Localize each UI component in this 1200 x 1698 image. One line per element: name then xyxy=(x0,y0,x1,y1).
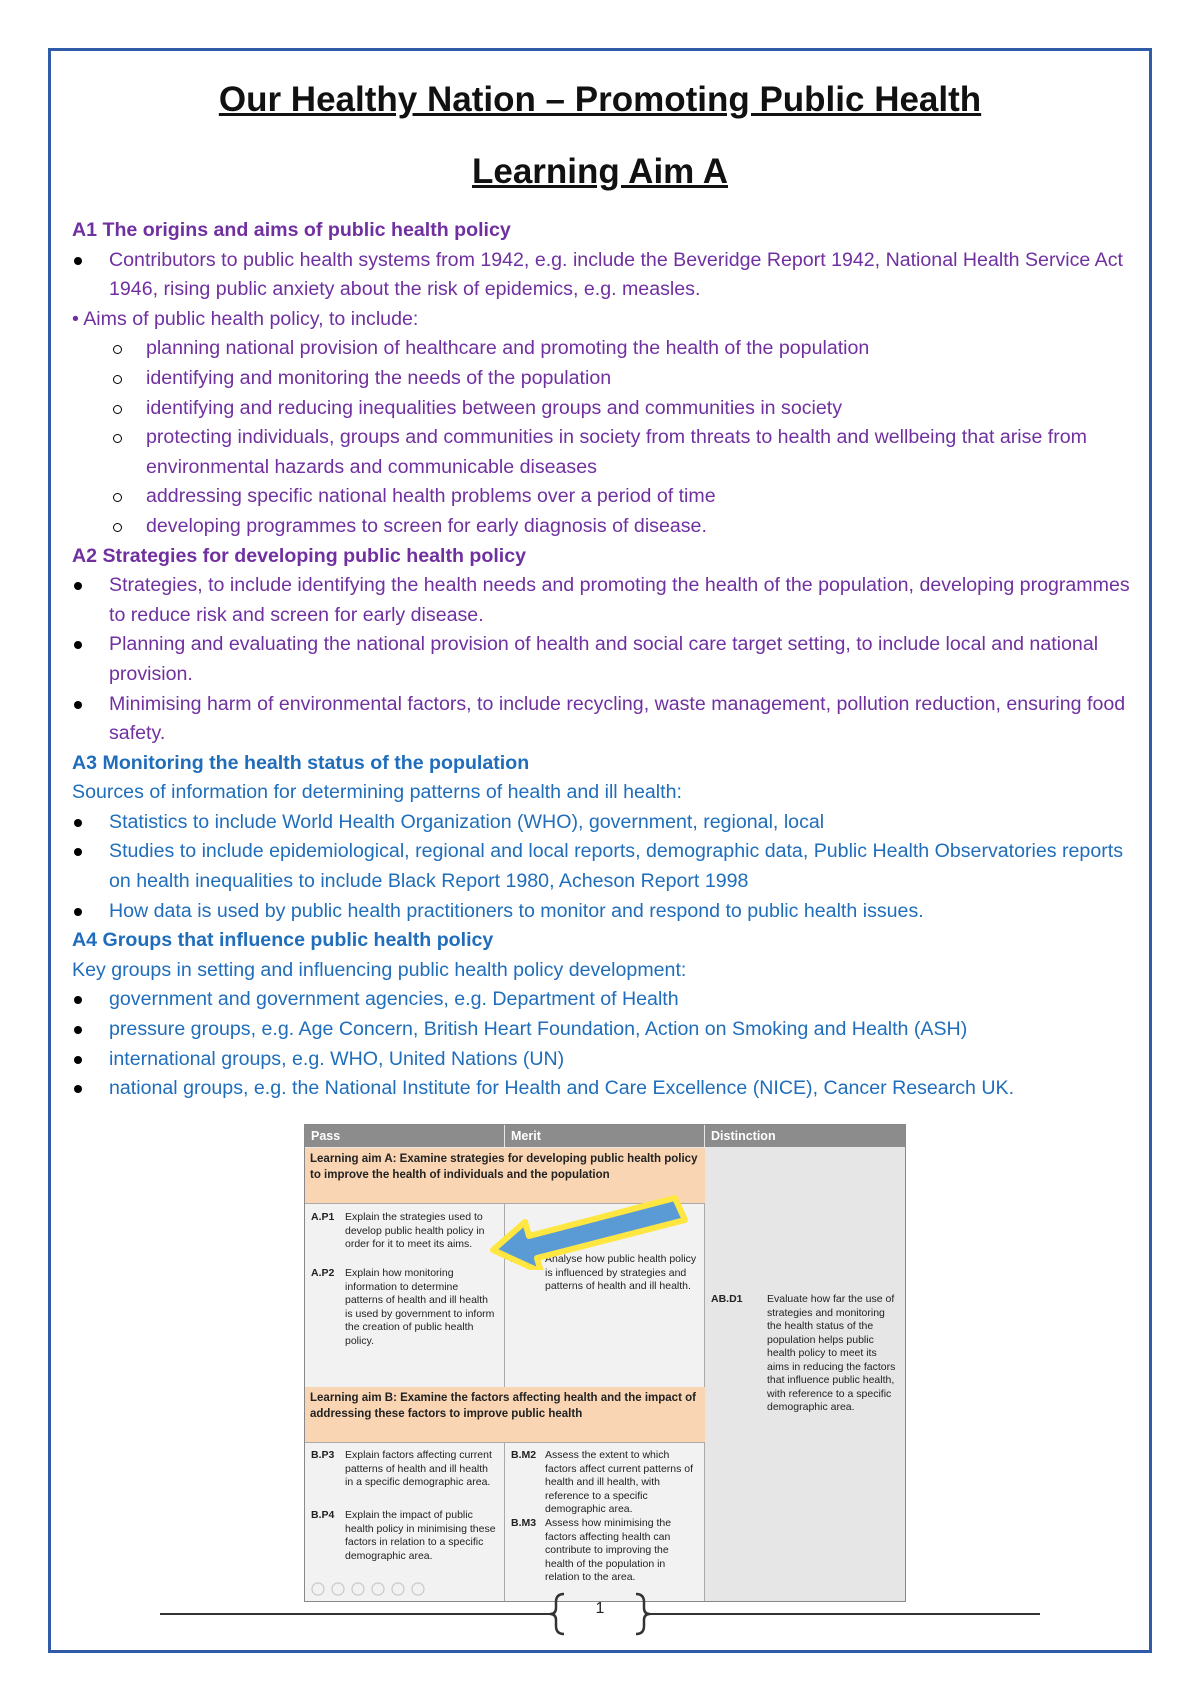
list-item: How data is used by public health practitioners to monitor and respond to public health issues. xyxy=(72,897,1132,927)
criterion-code: B.M2 xyxy=(511,1449,537,1461)
aims-intro: • Aims of public health policy, to include: xyxy=(72,307,419,330)
criterion-text: Explain factors affecting current patterns of health and ill health in a specific demographic area. xyxy=(345,1449,492,1488)
bullet-list xyxy=(72,571,1132,749)
criterion-code: B.P4 xyxy=(311,1509,335,1521)
section-heading: A2 Strategies for developing public health policy xyxy=(72,544,527,567)
criterion-text: Analyse how public health policy is influenced by strategies and patterns of health and ill health. xyxy=(545,1253,697,1292)
list-item: Studies to include epidemiological, regional and local reports, demographic data, Public Health Observatories reports on health inequalities to include Black Report 1980, Acheson Report 1998 xyxy=(72,837,1132,896)
section-intro: Key groups in setting and influencing public health policy development: xyxy=(72,958,687,981)
list-item: addressing specific national health problems over a period of time xyxy=(72,482,1132,512)
criterion-code: AB.D1 xyxy=(711,1293,743,1305)
column-header-merit: Merit xyxy=(505,1125,704,1147)
criterion-text: Evaluate how far the use of strategies and monitoring the health status of the population helps public health policy to meet its aims in reducing the factors that influence public health, with reference to a specific demographic area. xyxy=(767,1293,896,1413)
criterion-text: Explain how monitoring information to determine patterns of health and ill health is used by government to inform the creation of public health policy. xyxy=(345,1267,495,1347)
learning-aim-b-band: Learning aim B: Examine the factors affecting health and the impact of addressing these factors to improve public health xyxy=(305,1387,705,1443)
criterion-text: Explain the strategies used to develop public health policy in order for it to meet its aims. xyxy=(345,1211,485,1250)
criterion-ap1 xyxy=(311,1211,497,1252)
list-item: Strategies, to include identifying the health needs and promoting the health of the population, developing programmes to reduce risk and screen for early disease. xyxy=(72,571,1132,630)
column-header-pass: Pass xyxy=(305,1125,504,1147)
page-subtitle: Learning Aim A xyxy=(471,152,729,191)
section-intro: Sources of information for determining patterns of health and ill health: xyxy=(72,781,682,804)
criterion-text: Assess the extent to which factors affect current patterns of health and ill health, with reference to a specific demographic area. xyxy=(545,1449,694,1515)
grading-criteria-table xyxy=(304,1124,906,1602)
list-item: Statistics to include World Health Organization (WHO), government, regional, local xyxy=(72,808,1132,838)
page-number: 1 xyxy=(595,1600,605,1617)
list-item: identifying and monitoring the needs of the population xyxy=(72,364,1132,394)
list-item: developing programmes to screen for early diagnosis of disease. xyxy=(72,512,1132,542)
criterion-code: B.P3 xyxy=(311,1449,335,1461)
criterion-text: Assess how minimising the factors affecting health can contribute to improving the health of the population in relation to the area. xyxy=(545,1517,672,1583)
criterion-ap2 xyxy=(311,1267,497,1348)
bullet-list xyxy=(72,246,1132,305)
criterion-bm3 xyxy=(511,1517,697,1585)
section-heading: A3 Monitoring the health status of the population xyxy=(72,751,530,774)
document-body xyxy=(72,216,1132,1104)
list-item: pressure groups, e.g. Age Concern, British Heart Foundation, Action on Smoking and Health (ASH) xyxy=(72,1015,1132,1045)
list-item: Minimising harm of environmental factors, to include recycling, waste management, pollution reduction, ensuring food safety. xyxy=(72,690,1132,749)
section-a3 xyxy=(72,749,1132,927)
criterion-abd1 xyxy=(711,1293,897,1415)
list-item: planning national provision of healthcare and promoting the health of the population xyxy=(72,334,1132,364)
list-item: government and government agencies, e.g. Department of Health xyxy=(72,985,1132,1015)
list-item: Planning and evaluating the national provision of health and social care target setting, to include local and national provision. xyxy=(72,630,1132,689)
page-title: Our Healthy Nation – Promoting Public Health xyxy=(218,80,982,119)
section-a4 xyxy=(72,926,1132,1104)
criterion-bp3 xyxy=(311,1449,497,1490)
criterion-code: A.P1 xyxy=(311,1211,335,1223)
section-heading: A4 Groups that influence public health policy xyxy=(72,929,494,952)
bullet-list xyxy=(72,808,1132,926)
learning-aim-a-band: Learning aim A: Examine strategies for developing public health policy to improve the health of individuals and the population xyxy=(305,1148,705,1204)
list-item: identifying and reducing inequalities between groups and communities in society xyxy=(72,394,1132,424)
column-header-distinction: Distinction xyxy=(705,1125,905,1147)
criterion-text: Explain the impact of public health policy in minimising these factors in relation to a specific demographic area. xyxy=(345,1509,496,1562)
section-a1 xyxy=(72,216,1132,542)
list-item: national groups, e.g. the National Institute for Health and Care Excellence (NICE), Cancer Research UK. xyxy=(72,1074,1132,1104)
list-item: protecting individuals, groups and communities in society from threats to health and wellbeing that arise from environmental hazards and communicable diseases xyxy=(72,423,1132,482)
section-a2 xyxy=(72,542,1132,749)
list-item: international groups, e.g. WHO, United Nations (UN) xyxy=(72,1045,1132,1075)
bullet-list xyxy=(72,985,1132,1103)
section-heading: A1 The origins and aims of public health policy xyxy=(72,219,511,241)
criterion-code: B.M3 xyxy=(511,1517,537,1529)
criterion-bp4 xyxy=(311,1509,497,1563)
aims-list xyxy=(72,334,1132,541)
criterion-code: A.P2 xyxy=(311,1267,335,1279)
annotation-arrow-icon xyxy=(475,1180,695,1270)
criterion-bm2 xyxy=(511,1449,697,1517)
list-item: Contributors to public health systems from 1942, e.g. include the Beveridge Report 1942, National Health Service Act 1946, rising public anxiety about the risk of epidemics, e.g. measles. xyxy=(72,246,1132,305)
